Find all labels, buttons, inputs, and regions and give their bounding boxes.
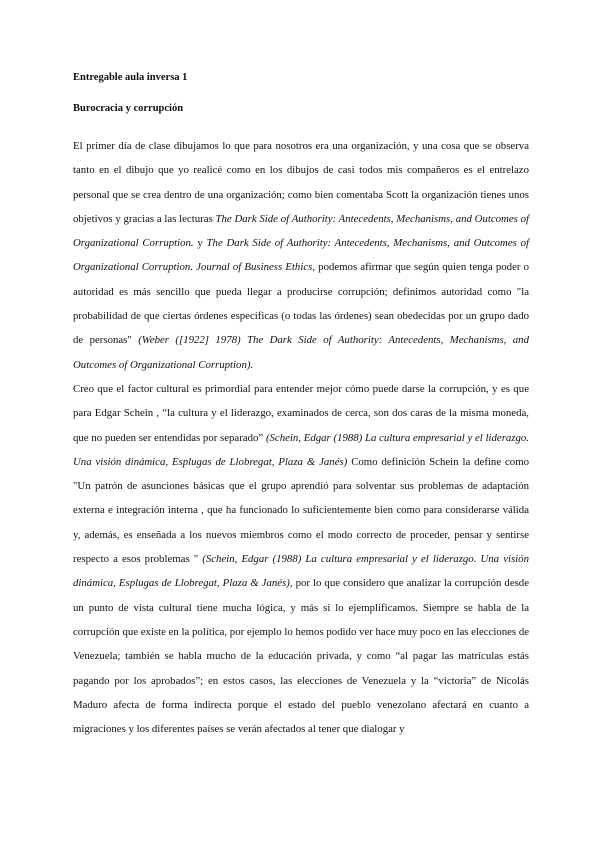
paragraph-2-text-1: Creo que el factor cultural es primordial para entender mejor cómo puede darse la corrupción, y es que para Edgar Schein , “la cultura y el liderazgo, examinados de cerca, son dos caras de la misma moneda, que no pueden ser entendidas por separado” (73, 382, 529, 444)
section-heading: Burocracia y corrupción (73, 103, 184, 114)
paragraph-1-citation-2: The Dark Side of Authority: Antecedents, Mechanisms, and Outcomes of Organizational Corruption. Journal of Business Ethics, (73, 237, 529, 274)
paragraph-1-citation-3: (Weber ([1922] 1978) The Dark Side of Authority: Antecedents, Mechanisms, and Outcomes of Organizational Corruption). (73, 334, 529, 371)
paragraph-2-text-3: por lo que considero que analizar la corrupción desde un punto de vista cultural tiene mucha lógica, y más si lo ejemplificamos. Siempre se habla de la corrupción que existe en la política, por ejemplo lo hemos podido ver hace muy poco en las elecciones de Venezuela; también se habla mucho de la educación privada, y como “al pagar las matrículas estás pagando por los aprobados”; en estos casos, las elecciones de Venezuela y la “victoria” de Nicolás Maduro afecta de forma indirecta porque el estado del pueblo venezolano afectará en cuanto a migraciones y los diferentes países se verán afectados al tener que dialogar y (73, 577, 530, 736)
paragraph-1-text-2: y (193, 237, 207, 250)
paragraph-2-text-2: Como definición Schein la define como "Un patrón de asunciones básicas que el grupo aprendió para solventar sus problemas de adaptación externa e integración interna , que ha funcionado lo suficientemente bien como para considerarse válida y, además, es enseñada a los nuevos miembros como el modo correcto de proceder, pensar y sentirse respecto a esos problemas " (73, 455, 529, 566)
paragraph-1-citation-1: The Dark Side of Authority: Antecedents, Mechanisms, and Outcomes of Organizational Corruption. (73, 212, 529, 250)
paragraph-1-text-1: El primer día de clase dibujamos lo que para nosotros era una organización, y una cosa que se observa tanto en el dibujo que yo realicé como en los dibujos de casi todos mis compañeros es el entrelazo personal que se crea dentro de una organización; como bien comentaba Scott la organización tienes unos objetivos y gracias a las lecturas (73, 140, 529, 225)
paragraph-2-citation-1: (Schein, Edgar (1988) La cultura empresarial y el liderazgo. Una visión dinámica, Esplugas de Llobregat, Plaza & Janés) (73, 431, 530, 468)
paragraph-2 (73, 377, 529, 741)
paragraph-1 (73, 134, 529, 377)
document-title: Entregable aula inversa 1 (73, 72, 188, 83)
paragraph-1-text-3: podemos afirmar que según quien tenga poder o autoridad es más sencillo que pueda llegar a producirse corrupción; definimos autoridad como "la probabilidad de que ciertas órdenes específicas (o todas las órdenes) sean obedecidas por un grupo dado de personas" (73, 261, 529, 347)
paragraph-2-citation-2: (Schein, Edgar (1988) La cultura empresarial y el liderazgo. Una visión dinámica, Esplugas de Llobregat, Plaza & Janés), (73, 553, 529, 590)
